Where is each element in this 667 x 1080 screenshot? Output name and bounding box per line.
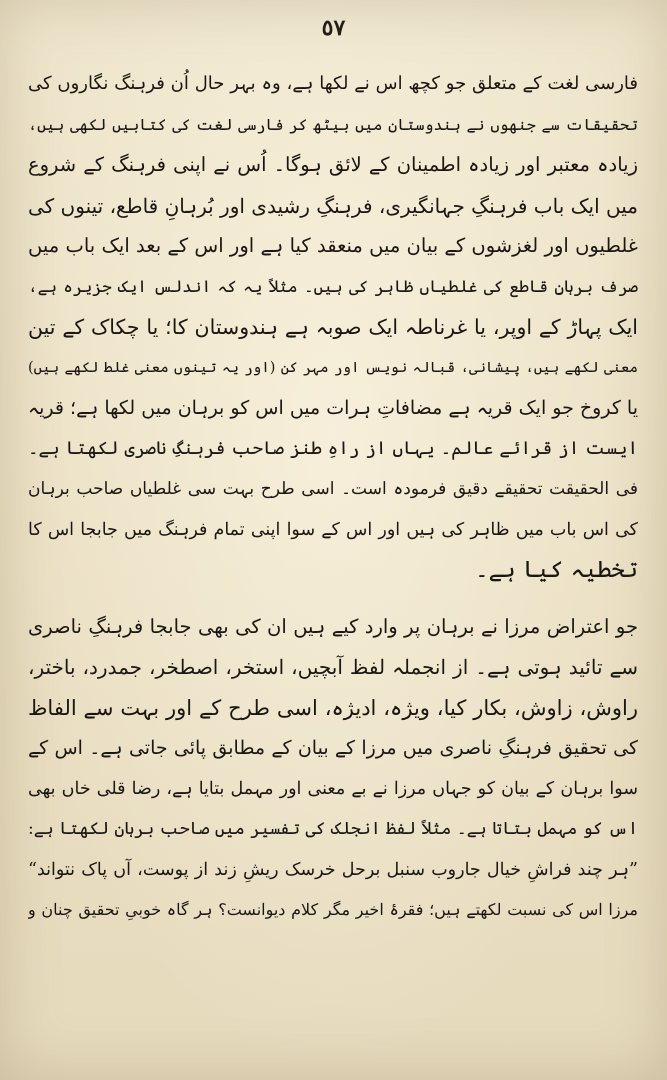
body-text [28, 64, 638, 931]
text-line: تحقیقات سے جنھوں نے ہندوستان میں بیٹھ کر فارسی لغت کی کتابیں لکھی ہیں، [28, 115, 638, 134]
text-line: فارسی لغت کے متعلق جو کچھ اس نے لکھا ہے، وہ بہر حال اُن فرہنگ نگاروں کی [28, 73, 638, 94]
text-line: سوا برہان کے بیان کو جہاں مرزا نے بے معنی اور مہمل بتایا ہے، رضا قلی خاں بھی [28, 778, 638, 799]
text-line: یا کروخ جو ایک قریہ ہے مضافاتِ ہرات میں اس کو برہان میں لکھا ہے؛ قریہ [28, 397, 638, 419]
text-line: ایست از قرائے عالم۔ یہاں از راہِ طنز صاحب فرہنگِ ناصری لکھتا ہے۔ [28, 437, 638, 459]
text-line: ”ہر چند فراشِ خیال جاروب سنبل برحل خرسک ریشِ زند از پوست، آں پاک نتواند“ [28, 859, 638, 880]
text-line: کی تحقیق فرہنگِ ناصری میں مرزا کے بیان کے مطابق پائی جاتی ہے۔ اس کے [28, 737, 638, 759]
text-line: مرزا اس کی نسبت لکھتے ہیں؛ فقرۂ اخیر مگر کلام دیوانست؟ ہر گاہ خوبیِ تحقیق چنان و [28, 900, 638, 919]
text-line: جو اعتراض مرزا نے برہان پر وارد کیے ہیں ان کی بھی جابجا فرہنگِ ناصری [28, 614, 638, 638]
text-line: فی الحقیقت تحقیقے دقیق فرمودہ است۔ اسی طرح بہت سی غلطیاں صاحب برہان [28, 479, 638, 499]
text-line: راوش، زاوش، بکار کیا، ویژہ، ادیژہ، اسی طرح کے اور بہت سے الفاظ [28, 695, 638, 720]
text-line: صرف برہانِ قاطع کی غلطیاں ظاہر کی ہیں۔ مثلاً یہ کہ اندلس ایک جزیرہ ہے، [28, 276, 638, 296]
paragraph-1 [28, 64, 638, 591]
text-line: غلطیوں اور لغزشوں کے بیان میں منعقد کیا ہے اور اس کے بعد ایک باب میں [28, 234, 638, 257]
text-line: تخطیہ کیا ہے۔ [475, 557, 638, 583]
text-line: میں ایک باب فرہنگِ جہانگیری، فرہنگِ رشیدی اور بُرہانِ قاطع، تینوں کی [28, 193, 638, 218]
text-line: ایک پہاڑ کے اوپر، یا غرناطہ ایک صوبہ ہے ہندوستان کا؛ یا چکاک کے تین [28, 315, 638, 339]
text-line: زیادہ معتبر اور زیادہ اطمینان کے لائق ہوگا۔ اُس نے اپنی فرہنگ کے شروع [28, 153, 638, 176]
text-line: سے تائید ہوتی ہے۔ از انجملہ لفظ آبچیں، استخر، اصطخر، جمدرد، باختر، [28, 655, 638, 679]
page-number: ٥٧ [321, 15, 346, 41]
paragraph-2 [28, 607, 638, 931]
text-line: کی اس باب میں ظاہر کی ہیں اور اس کے سوا اپنی تمام فرہنگ میں جابجا اس کا [28, 519, 638, 540]
text-line: اس کو مہمل بتاتا ہے۔ مثلاً لفظ انجلک کی تفسیر میں صاحب برہان لکھتا ہے: [28, 819, 638, 839]
text-line: معنی لکھے ہیں، پیشانی، قبالہ نویس اور مہر کن (اور یہ تینوں معنی غلط لکھے ہیں) [28, 359, 638, 376]
